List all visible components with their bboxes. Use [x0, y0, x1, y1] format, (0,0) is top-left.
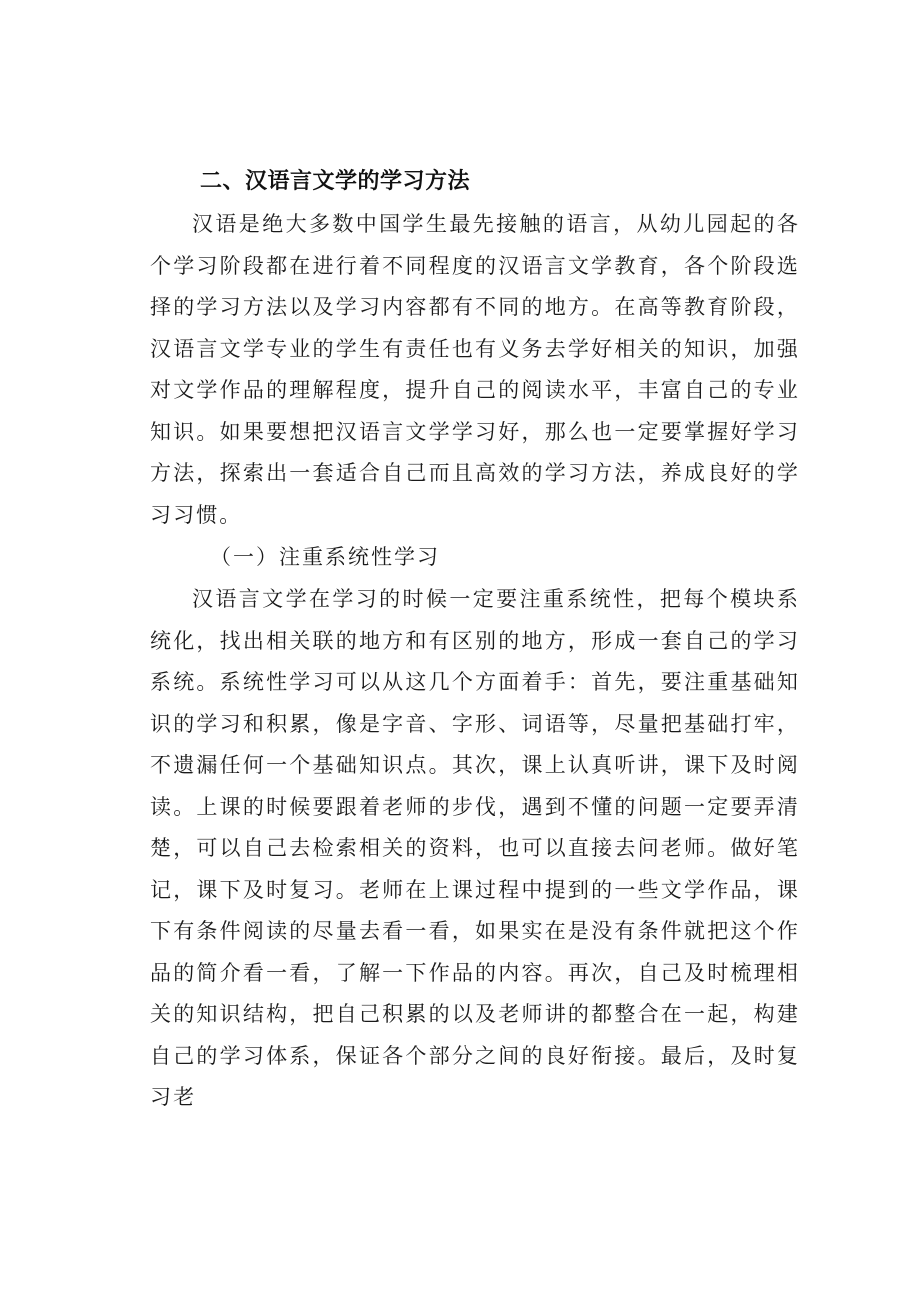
paragraph-intro: 汉语是绝大多数中国学生最先接触的语言，从幼儿园起的各个学习阶段都在进行着不同程度的汉语言文学教育，各个阶段选择的学习方法以及学习内容都有不同的地方。在高等教育阶段，汉语言文学专业的学生有责任也有义务去学好相关的知识，加强对文学作品的理解程度，提升自己的阅读水平，丰富自己的专业知识。如果要想把汉语言文学学习好，那么也一定要掌握好学习方法，探索出一套适合自己而且高效的学习方法，养成良好的学习习惯。 — [150, 212, 800, 527]
section-heading: 二、汉语言文学的学习方法 — [200, 169, 471, 194]
paragraph-systematic-learning: 汉语言文学在学习的时候一定要注重系统性，把每个模块系统化，找出相关联的地方和有区别的地方，形成一套自己的学习系统。系统性学习可以从这几个方面着手：首先，要注重基础知识的学习和积累，像是字音、字形、词语等，尽量把基础打牢，不遗漏任何一个基础知识点。其次，课上认真听讲，课下及时阅读。上课的时候要跟着老师的步伐，遇到不懂的问题一定要弄清楚，可以自己去检索相关的资料，也可以直接去问老师。做好笔记，课下及时复习。老师在上课过程中提到的一些文学作品，课下有条件阅读的尽量去看一看，如果实在是没有条件就把这个作品的简介看一看，了解一下作品的内容。再次，自己及时梳理相关的知识结构，把自己积累的以及老师讲的都整合在一起，构建自己的学习体系，保证各个部分之间的良好衔接。最后，及时复习老 — [150, 587, 800, 1109]
document-body — [150, 160, 800, 1119]
subheading-systematic-learning: （一）注重系统性学习 — [210, 545, 440, 569]
